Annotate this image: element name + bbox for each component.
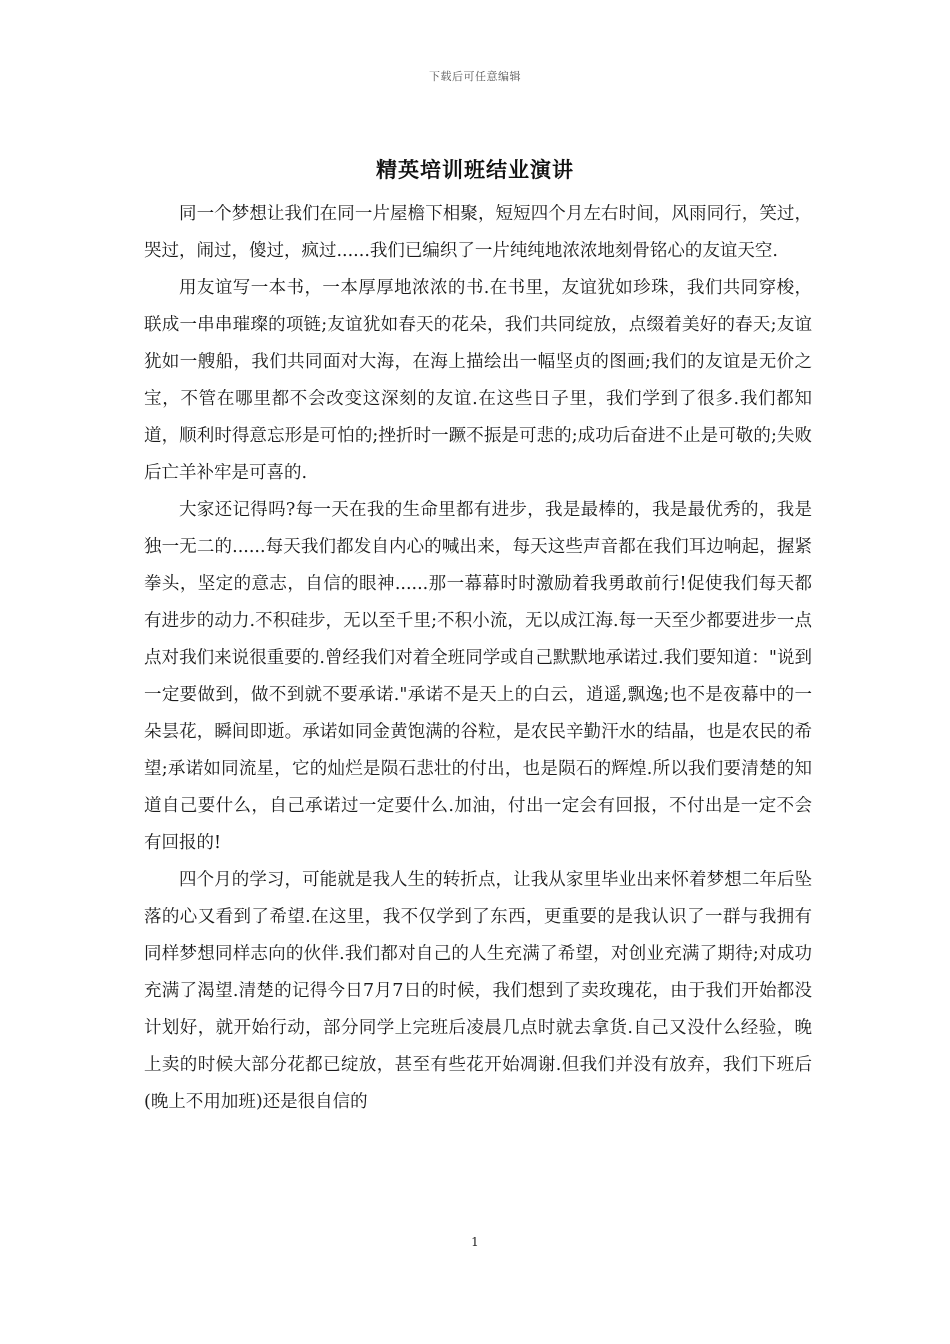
document-body [144, 196, 812, 1121]
paragraph: 同一个梦想让我们在同一片屋檐下相聚，短短四个月左右时间，风雨同行，笑过，哭过，闹过，傻过，疯过......我们已编织了一片纯纯地浓浓地刻骨铭心的友谊天空. [144, 204, 812, 261]
header-note: 下载后可任意编辑 [429, 70, 521, 83]
paragraph: 用友谊写一本书，一本厚厚地浓浓的书.在书里，友谊犹如珍珠，我们共同穿梭，联成一串串璀璨的项链;友谊犹如春天的花朵，我们共同绽放，点缀着美好的春天;友谊犹如一艘船，我们共同面对大海，在海上描绘出一幅坚贞的图画;我们的友谊是无价之宝，不管在哪里都不会改变这深刻的友谊.在这些日子里，我们学到了很多.我们都知道，顺利时得意忘形是可怕的;挫折时一蹶不振是可悲的;成功后奋进不止是可敬的;失败后亡羊补牢是可喜的. [144, 278, 812, 483]
paragraph: 四个月的学习，可能就是我人生的转折点，让我从家里毕业出来怀着梦想二年后坠落的心又看到了希望.在这里，我不仅学到了东西，更重要的是我认识了一群与我拥有同样梦想同样志向的伙伴.我们都对自己的人生充满了希望，对创业充满了期待;对成功充满了渴望.清楚的记得今日7月7日的时候，我们想到了卖玫瑰花，由于我们开始都没计划好，就开始行动，部分同学上完班后凌晨几点时就去拿货.自己又没什么经验，晚上卖的时候大部分花都已绽放，甚至有些花开始凋谢.但我们并没有放弃，我们下班后(晚上不用加班)还是很自信的 [144, 870, 812, 1112]
page-number: 1 [471, 1235, 479, 1249]
document-title: 精英培训班结业演讲 [376, 157, 574, 182]
paragraph: 大家还记得吗?每一天在我的生命里都有进步，我是最棒的，我是最优秀的，我是独一无二的......每天我们都发自内心的喊出来，每天这些声音都在我们耳边响起，握紧拳头，坚定的意志，自信的眼神......那一幕幕时时激励着我勇敢前行!促使我们每天都有进步的动力.不积硅步，无以至千里;不积小流，无以成江海.每一天至少都要进步一点点对我们来说很重要的.曾经我们对着全班同学或自己默默地承诺过.我们要知道："说到一定要做到，做不到就不要承诺."承诺不是天上的白云，逍遥,飘逸;也不是夜幕中的一朵昙花，瞬间即逝。承诺如同金黄饱满的谷粒，是农民辛勤汗水的结晶，也是农民的希望;承诺如同流星，它的灿烂是陨石悲壮的付出，也是陨石的辉煌.所以我们要清楚的知道自己要什么，自己承诺过一定要什么.加油，付出一定会有回报，不付出是一定不会有回报的! [144, 500, 812, 853]
